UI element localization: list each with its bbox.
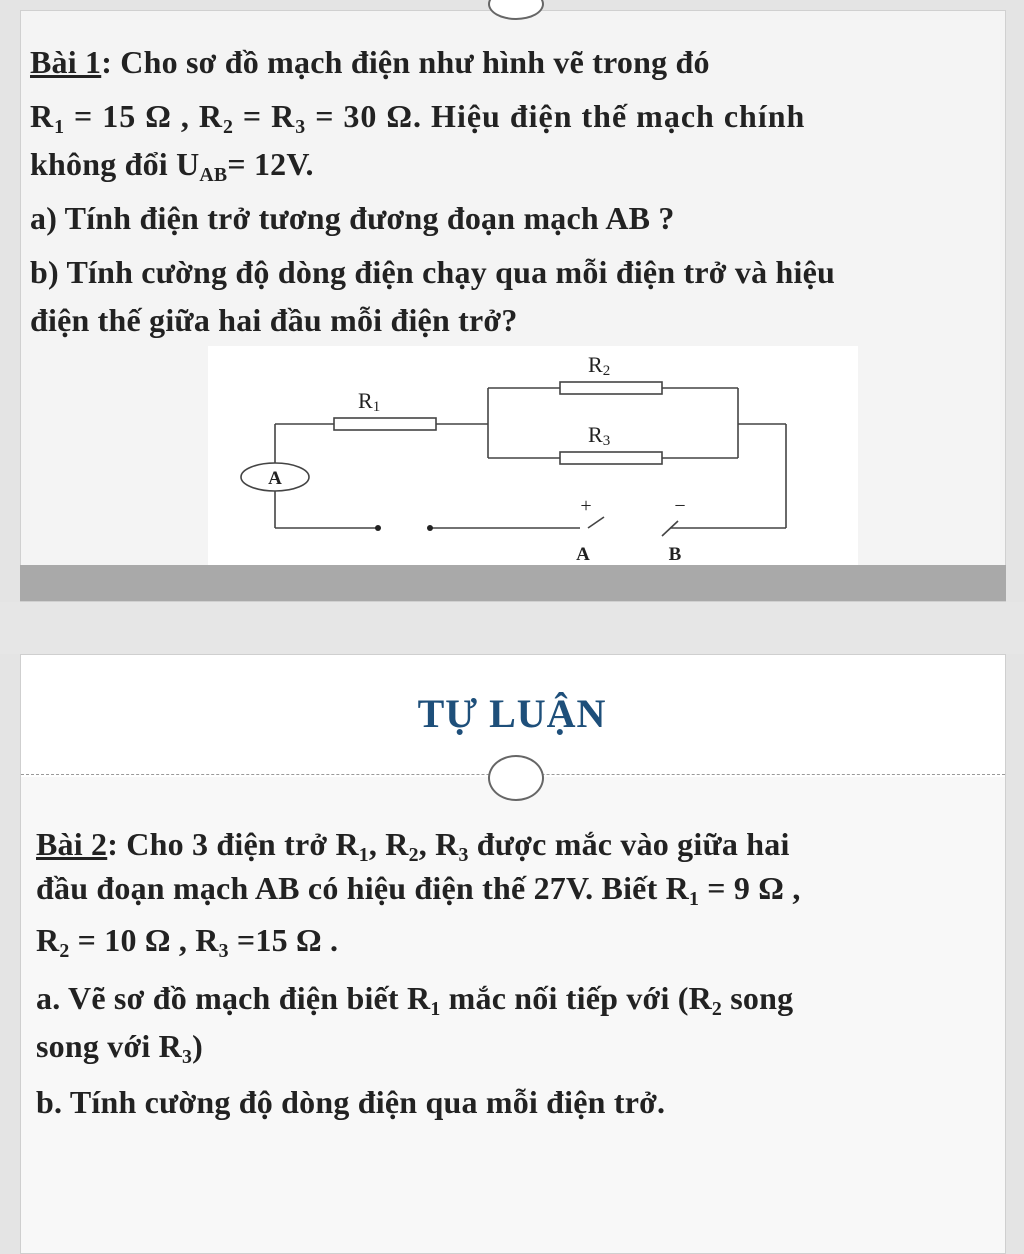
slide-connector-icon [488,755,544,801]
problem1-part-b-line2: điện thế giữa hai đầu mỗi điện trở? [30,302,518,338]
slide-gap [0,602,1024,654]
ammeter-label: A [268,468,282,489]
r3-label: R3 [588,422,611,449]
circuit-diagram [208,346,858,571]
problem1-part-a: a) Tính điện trở tương đương đoạn mạch AB ? [30,200,675,236]
plus-label: + [580,495,592,517]
problem2-part-a-line2: song với $R_3$) [36,1028,203,1068]
section-title: TỰ LUẬN [417,691,607,736]
r2-label: R2 [588,352,611,379]
slide-bottom-band [20,565,1006,601]
problem1-label: Bài 1 [30,44,102,80]
r1-label: R1 [358,388,381,415]
minus-label: − [674,495,686,517]
problem2-part-b: b. Tính cường độ dòng điện qua mỗi điện trở. [36,1084,666,1120]
problem2-label: Bài 2 [36,826,108,862]
problem2-line3: $R_2 = 10$ Ω , $R_3 =15$ Ω . [36,922,339,962]
problem1-line2: $R_1 = 15$ Ω , $R_2 = R_3 = 30$ Ω. Hiệu điện thế mạch chính [30,98,806,138]
circuit-svg [208,346,858,571]
problem1-line1: Bài 1: Cho sơ đồ mạch điện như hình vẽ trong đó [30,44,710,80]
resistor-r3 [560,452,662,464]
resistor-r2 [560,382,662,394]
resistor-r1 [334,418,436,430]
terminal-b-label: B [668,544,682,565]
problem1-line3: không đổi $U_{AB}= 12V$. [30,146,314,186]
problem2-line1: Bài 2: Cho 3 điện trở $R_1$, $R_2$, $R_3$ được mắc vào giữa hai [36,826,790,866]
problem2-part-a-line1: a. Vẽ sơ đồ mạch điện biết $R_1$ mắc nối tiếp với ($R_2$ song [36,980,794,1020]
problem1-part-b-line1: b) Tính cường độ dòng điện chạy qua mỗi điện trở và hiệu [30,254,835,290]
terminal-a-label: A [576,544,590,565]
problem2-line2: đầu đoạn mạch AB có hiệu điện thế 27V. Biết $R_1 = 9$ Ω , [36,870,801,910]
